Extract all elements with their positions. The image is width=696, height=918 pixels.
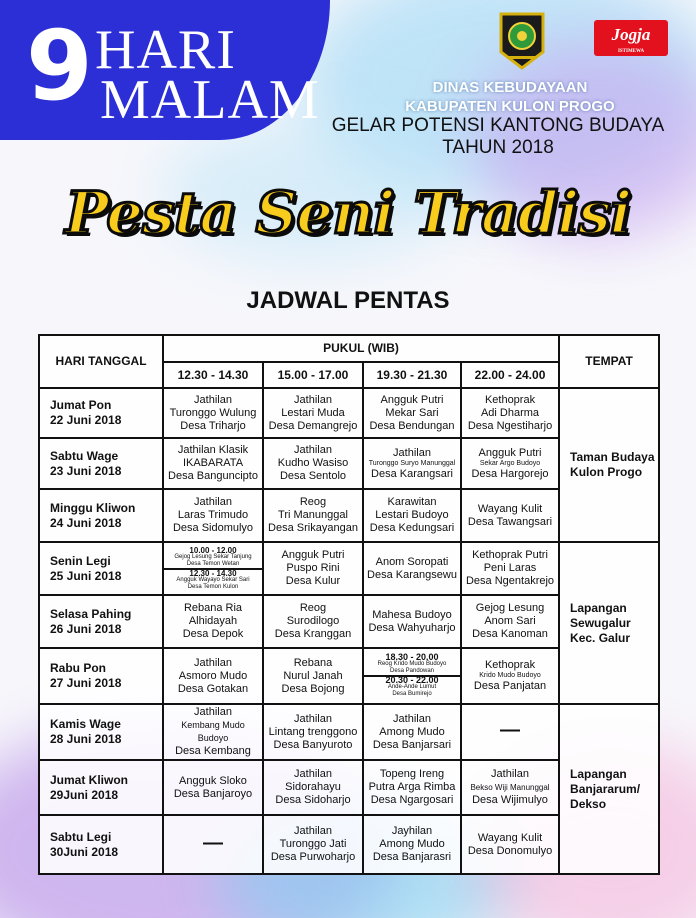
event-cell: Jathilan Kembang Mudo Budoyo Desa Kembang [163, 704, 263, 760]
event-cell: Anom Soropati Desa Karangsewu [363, 542, 461, 595]
day-cell: Sabtu Wage 23 Juni 2018 [39, 438, 163, 489]
nine-number: 9 [26, 10, 91, 122]
col-header-place: TEMPAT [559, 335, 659, 388]
venue-cell: Taman Budaya Kulon Progo [559, 388, 659, 542]
day-cell: Kamis Wage 28 Juni 2018 [39, 704, 163, 760]
event-cell: Jathilan Lestari Muda Desa Demangrejo [263, 388, 363, 438]
event-cell-empty: — [163, 815, 263, 874]
event-cell: Jathilan Turonggo Jati Desa Purwoharjo [263, 815, 363, 874]
hari-text: HARI [95, 19, 236, 81]
event-cell: Jathilan Kudho Wasiso Desa Sentolo [263, 438, 363, 489]
venue-cell: Lapangan Sewugalur Kec. Galur [559, 542, 659, 704]
event-cell: Jathilan Among Mudo Desa Banjarsari [363, 704, 461, 760]
event-cell: Angguk Putri Sekar Argo Budoyo Desa Hargorejo [461, 438, 559, 489]
day-cell: Jumat Kliwon 29Juni 2018 [39, 760, 163, 815]
day-cell: Rabu Pon 27 Juni 2018 [39, 648, 163, 704]
schedule-heading: JADWAL PENTAS [246, 287, 450, 314]
event-cell: Gejog Lesung Anom Sari Desa Kanoman [461, 595, 559, 648]
venue-cell: Lapangan Banjararum/ Dekso [559, 704, 659, 874]
event-cell-split: 10.00 - 12.00 Gejog Lesung Sekar Tanjung Desa Temon Wetan 12.30 - 14.30 Angguk Wayayo Sekar Sari Desa Temon Kulon [163, 542, 263, 595]
event-title: GELAR POTENSI KANTONG BUDAYA TAHUN 2018 [331, 115, 665, 158]
event-cell: Jathilan Lintang trenggono Desa Banyuroto [263, 704, 363, 760]
day-cell: Minggu Kliwon 24 Juni 2018 [39, 489, 163, 542]
event-cell-split: 18.30 - 20.00 Reog Krido Mudo Budoyo Desa Pandowan 20.30 - 22.00 Ande-Ande Lumut Desa Bumirejo [363, 648, 461, 704]
event-cell: Jayhilan Among Mudo Desa Banjarasri [363, 815, 461, 874]
malam-text: MALAM [100, 69, 320, 131]
table-row [39, 388, 659, 438]
event-cell: Rebana Nurul Janah Desa Bojong [263, 648, 363, 704]
time-slot-3: 19.30 - 21.30 [363, 362, 461, 388]
event-cell: Karawitan Lestari Budoyo Desa Kedungsari [363, 489, 461, 542]
header-banner [0, 0, 330, 140]
event-cell: Angguk Putri Puspo Rini Desa Kulur [263, 542, 363, 595]
event-cell: Rebana Ria Alhidayah Desa Depok [163, 595, 263, 648]
event-cell: Jathilan Turonggo Suryo Manunggal Desa Karangsari [363, 438, 461, 489]
day-cell: Jumat Pon 22 Juni 2018 [39, 388, 163, 438]
event-cell: Jathilan Klasik IKABARATA Desa Banguncipto [163, 438, 263, 489]
event-cell: Jathilan Sidorahayu Desa Sidoharjo [263, 760, 363, 815]
festival-title: Pesta Seni Tradisi [65, 179, 631, 247]
event-cell: Jathilan Asmoro Mudo Desa Gotakan [163, 648, 263, 704]
event-cell-empty: — [461, 704, 559, 760]
day-cell: Sabtu Legi 30Juni 2018 [39, 815, 163, 874]
dinas-title: DINAS KEBUDAYAAN KABUPATEN KULON PROGO [405, 79, 615, 115]
time-slot-1: 12.30 - 14.30 [163, 362, 263, 388]
event-cell: Angguk Putri Mekar Sari Desa Bendungan [363, 388, 461, 438]
event-cell: Kethoprak Adi Dharma Desa Ngestiharjo [461, 388, 559, 438]
day-cell: Selasa Pahing 26 Juni 2018 [39, 595, 163, 648]
kulon-progo-emblem-icon [497, 12, 547, 70]
event-cell: Wayang Kulit Desa Donomulyo [461, 815, 559, 874]
event-cell: Topeng Ireng Putra Arga Rimba Desa Ngargosari [363, 760, 461, 815]
day-cell: Senin Legi 25 Juni 2018 [39, 542, 163, 595]
schedule-table [38, 334, 660, 875]
event-cell: Kethoprak Krido Mudo Budoyo Desa Panjatan [461, 648, 559, 704]
event-cell: Angguk Sloko Desa Banjaroyo [163, 760, 263, 815]
col-header-day: HARI TANGGAL [39, 335, 163, 388]
col-header-time: PUKUL (WIB) [163, 335, 559, 362]
event-cell: Wayang Kulit Desa Tawangsari [461, 489, 559, 542]
time-slot-2: 15.00 - 17.00 [263, 362, 363, 388]
table-row [39, 704, 659, 760]
event-cell: Mahesa Budoyo Desa Wahyuharjo [363, 595, 461, 648]
event-cell: Kethoprak Putri Peni Laras Desa Ngentakrejo [461, 542, 559, 595]
event-cell: Jathilan Laras Trimudo Desa Sidomulyo [163, 489, 263, 542]
jogja-istimewa-logo: Jogja ISTIMEWA [594, 20, 668, 56]
table-row [39, 542, 659, 595]
event-cell: Reog Surodilogo Desa Kranggan [263, 595, 363, 648]
event-cell: Jathilan Turonggo Wulung Desa Triharjo [163, 388, 263, 438]
event-cell: Jathilan Bekso Wiji Manunggal Desa Wijimulyo [461, 760, 559, 815]
time-slot-4: 22.00 - 24.00 [461, 362, 559, 388]
event-cell: Reog Tri Manunggal Desa Srikayangan [263, 489, 363, 542]
